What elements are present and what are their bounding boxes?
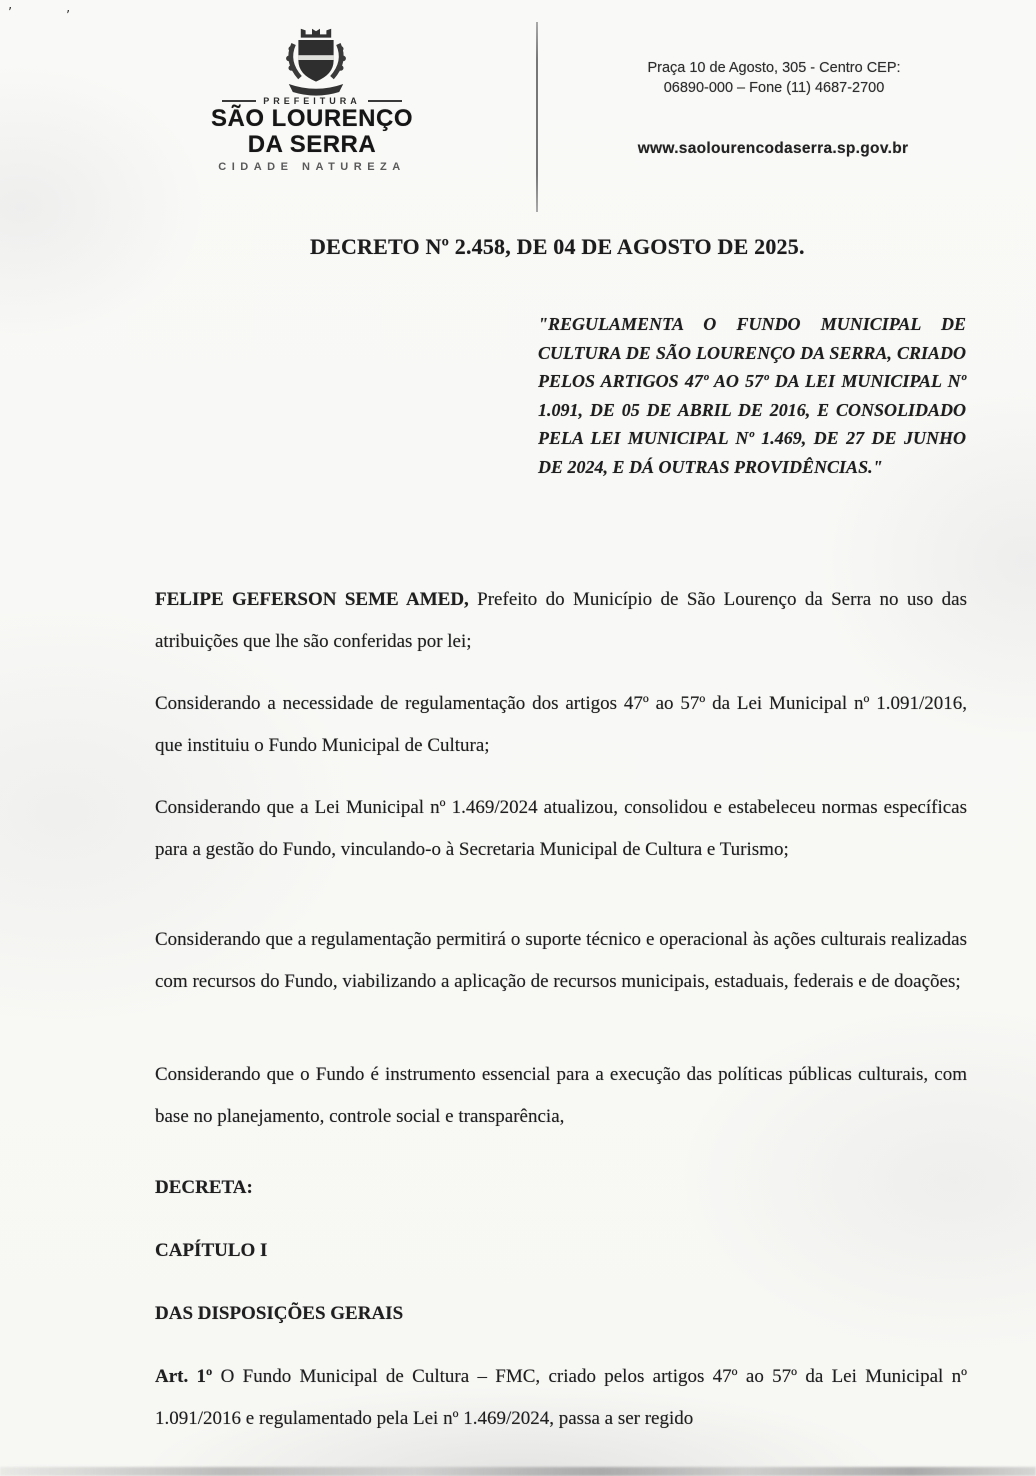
logo-text-block (196, 96, 428, 173)
scan-speck: ’ (8, 6, 13, 21)
address-line2: 06890-000 – Fone (11) 4687-2700 (663, 80, 885, 96)
section-heading: DAS DISPOSIÇÕES GERAIS (155, 1303, 404, 1324)
logo-city-name-line1: SÃO LOURENÇO (210, 105, 413, 132)
logo-dash-left (222, 100, 256, 102)
decree-title: DECRETO Nº 2.458, DE 04 DE AGOSTO DE 2025. (310, 234, 805, 259)
header-address (606, 58, 942, 98)
logo-tagline: CIDADE NATUREZA (218, 161, 406, 173)
coat-of-arms-icon (274, 20, 358, 100)
logo-city-name-line2: DA SERRA (247, 131, 377, 158)
mayor-name: FELIPE GEFERSON SEME AMED, (155, 589, 469, 610)
considerando-paragraph-3: Considerando que a regulamentação permitirá o suporte técnico e operacional às ações culturais realizadas com recursos do Fundo, viabilizando a aplicação de recursos municipais, estaduais, federais e de doações; (155, 929, 967, 992)
considerando-paragraph-2: Considerando que a Lei Municipal nº 1.469/2024 atualizou, consolidou e estabeleceu normas específicas para a gestão do Fundo, vinculando-o à Secretaria Municipal de Cultura e Turismo; (155, 797, 967, 860)
address-line1: Praça 10 de Agosto, 305 - Centro CEP: (647, 60, 901, 76)
logo-dash-right (368, 100, 402, 102)
article-1-paragraph (155, 1356, 967, 1440)
header-website: www.saolourencodaserra.sp.gov.br (637, 140, 909, 157)
scan-speck: ’ (66, 9, 71, 24)
decreta-heading: DECRETA: (155, 1177, 253, 1198)
logo-pretitle-label: PREFEITURA (263, 96, 361, 106)
considerando-paragraph-4: Considerando que o Fundo é instrumento essencial para a execução das políticas públicas culturais, com base no planejamento, controle social e transparência, (155, 1064, 967, 1127)
scan-edge-shadow (0, 1467, 1036, 1476)
article-1-label: Art. 1º (155, 1366, 213, 1387)
considerando-paragraph-1: Considerando a necessidade de regulamentação dos artigos 47º ao 57º da Lei Municipal nº 1.091/2016, que instituiu o Fundo Municipal de Cultura; (155, 693, 967, 756)
article-1-text: O Fundo Municipal de Cultura – FMC, criado pelos artigos 47º ao 57º da Lei Municipal nº 1.091/2016 e regulamentado pela Lei nº 1.469/2024, passa a ser regido (155, 1366, 967, 1429)
chapter-heading: CAPÍTULO I (155, 1240, 268, 1261)
preamble-paragraph (155, 579, 967, 663)
decree-ementa: "REGULAMENTA O FUNDO MUNICIPAL DE CULTURA DE SÃO LOURENÇO DA SERRA, CRIADO PELOS ARTIGOS 47º AO 57º DA LEI MUNICIPAL Nº 1.091, DE 05 DE ABRIL DE 2016, E CONSOLIDADO PELA LEI MUNICIPAL Nº 1.469, DE 27 DE JUNHO DE 2024, E DÁ OUTRAS PROVIDÊNCIAS." (538, 314, 966, 477)
header-divider (536, 22, 538, 212)
preamble-text: Prefeito do Município de São Lourenço da Serra no uso das atribuições que lhe são conferidas por lei; (155, 589, 967, 652)
